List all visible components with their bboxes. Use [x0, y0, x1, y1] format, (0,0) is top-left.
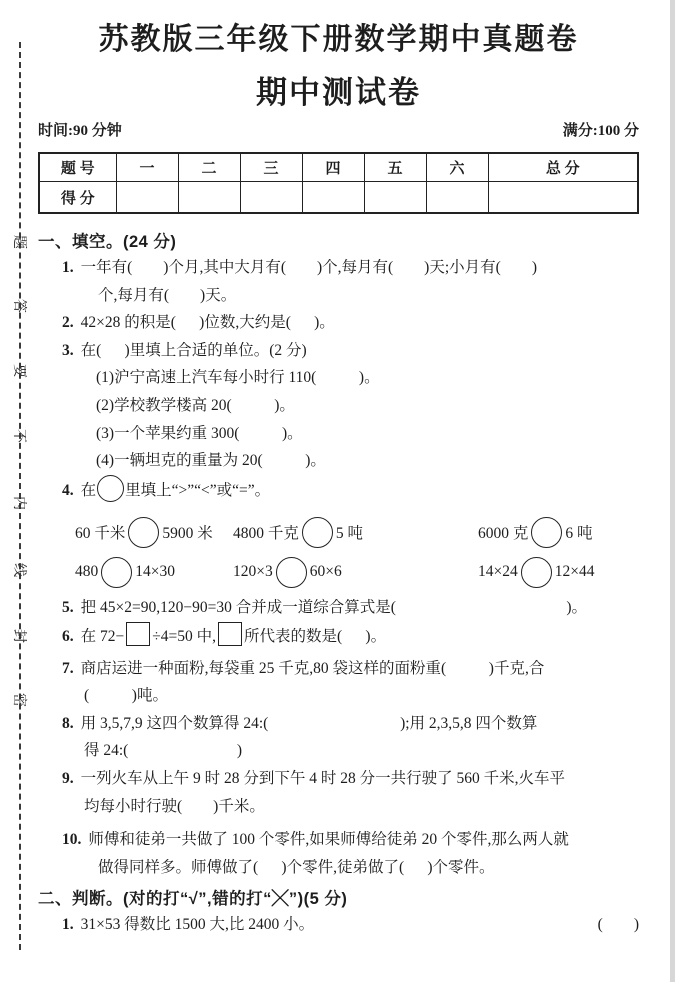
compare-row-2	[38, 552, 639, 592]
compare-circle-icon	[531, 517, 562, 548]
time-limit-label: 时间:90 分钟	[38, 123, 122, 139]
score-row-label: 得 分	[39, 182, 116, 214]
question-number: 10.	[62, 831, 82, 849]
compare-left: 60 千米	[75, 525, 126, 543]
seal-char: 线	[11, 563, 26, 577]
score-cell-empty	[178, 182, 240, 214]
question-6	[38, 622, 639, 651]
compare-right: 14×30	[135, 563, 175, 581]
question-text: 在( )里填上合适的单位。(2 分)	[80, 341, 307, 359]
question-text: 一年有( )个月,其中大月有( )个,每月有( )天;小月有( )	[80, 259, 537, 276]
answer-blank: ( )	[597, 916, 639, 934]
question-9-line-2	[38, 793, 639, 821]
judge-question-1	[38, 911, 639, 939]
question-text: ( )吨。	[84, 687, 168, 705]
question-3-sub-1	[38, 364, 639, 392]
score-table-header-row	[39, 153, 638, 182]
score-table-score-row	[39, 182, 638, 214]
question-7-line-1	[38, 655, 639, 683]
question-5	[38, 594, 639, 622]
score-cell-empty	[116, 182, 178, 214]
question-number: 2.	[62, 314, 74, 332]
seal-char: 封	[11, 629, 26, 643]
question-text: 31×53 得数比 1500 大,比 2400 小。	[80, 916, 315, 934]
question-text: 商店运进一种面粉,每袋重 25 千克,80 袋这样的面粉重( )千克,合	[80, 659, 545, 677]
question-text: 里填上“>”“<”或“=”。	[125, 481, 271, 499]
score-table-header-cell: 四	[302, 153, 364, 182]
question-text: 得 24:( )	[84, 742, 243, 760]
score-cell-empty	[426, 182, 488, 214]
question-text: 42×28 的积是( )位数,大约是( )。	[80, 314, 335, 332]
compare-left: 4800 千克	[233, 525, 299, 543]
question-3-sub-4	[38, 447, 639, 475]
score-table-header-cell: 题 号	[39, 153, 116, 182]
compare-left: 6000 克	[478, 525, 529, 543]
question-number: 5.	[62, 599, 74, 617]
compare-item	[75, 517, 233, 548]
question-1-line-2	[38, 282, 639, 310]
compare-right: 6 吨	[565, 525, 593, 543]
compare-right: 60×6	[309, 563, 342, 581]
compare-circle-icon	[302, 517, 333, 548]
compare-circle-icon	[521, 557, 552, 588]
question-number: 1.	[62, 259, 74, 276]
exam-subtitle: 期中测试卷	[256, 75, 421, 110]
compare-right: 5 吨	[335, 525, 364, 543]
question-number: 6.	[62, 627, 74, 645]
question-text: 一列火车从上午 9 时 28 分到下午 4 时 28 分一共行驶了 560 千米,火车平	[80, 769, 566, 787]
compare-circle-icon	[97, 475, 124, 502]
compare-row-1	[38, 512, 639, 552]
compare-item	[233, 557, 478, 588]
question-text: 把 45×2=90,120−90=30 合并成一道综合算式是( )。	[80, 599, 588, 617]
question-2	[38, 309, 639, 337]
question-text: (3)一个苹果约重 300( )。	[96, 424, 303, 442]
section-1-heading: 一、填空。(24 分)	[38, 233, 177, 251]
question-number: 7.	[62, 659, 74, 677]
compare-left: 120×3	[233, 563, 273, 581]
compare-item	[478, 517, 639, 548]
question-10-line-1	[38, 826, 639, 854]
question-3-sub-2	[38, 392, 639, 420]
score-cell-empty	[240, 182, 302, 214]
compare-circle-icon	[276, 557, 307, 588]
question-text: 在 72−	[80, 627, 125, 645]
blank-box-icon	[218, 622, 242, 646]
compare-circle-icon	[128, 517, 159, 548]
question-8-line-1	[38, 710, 639, 738]
question-text: (2)学校教学楼高 20( )。	[96, 396, 295, 414]
compare-left: 480	[75, 563, 99, 581]
question-text: 均每小时行驶( )千米。	[84, 797, 265, 815]
compare-right: 5900 米	[162, 525, 213, 543]
question-text: 个,每月有( )天。	[98, 286, 237, 304]
score-cell-empty	[364, 182, 426, 214]
question-text: 做得同样多。师傅做了( )个零件,徒弟做了( )个零件。	[98, 858, 495, 876]
question-3	[38, 337, 639, 365]
compare-item	[75, 557, 233, 588]
score-table	[38, 152, 639, 214]
seal-char: 要	[11, 364, 26, 378]
score-table-header-cell: 总 分	[488, 153, 638, 182]
question-text: 在	[80, 481, 97, 499]
score-cell-empty	[488, 182, 638, 214]
score-table-header-cell: 三	[240, 153, 302, 182]
exam-title: 苏教版三年级下册数学期中真题卷	[98, 23, 579, 56]
question-3-sub-3	[38, 420, 639, 448]
question-9-line-1	[38, 765, 639, 793]
question-4	[38, 475, 639, 505]
seal-char: 内	[11, 496, 26, 510]
question-number: 4.	[62, 481, 74, 499]
compare-item	[233, 517, 478, 548]
exam-content	[38, 0, 639, 939]
question-8-line-2	[38, 737, 639, 765]
score-cell-empty	[302, 182, 364, 214]
exam-meta-row	[38, 121, 639, 141]
compare-left: 14×24	[478, 563, 518, 581]
seal-char: 答	[11, 299, 26, 313]
question-number: 1.	[62, 916, 74, 934]
scan-page-edge	[670, 0, 675, 982]
question-text: ÷4=50 中,	[152, 627, 216, 645]
question-1-line-1	[38, 254, 639, 282]
compare-item	[478, 557, 639, 588]
question-number: 9.	[62, 769, 74, 787]
compare-right: 12×44	[554, 563, 595, 581]
score-table-header-cell: 五	[364, 153, 426, 182]
question-number: 3.	[62, 341, 74, 359]
question-text: (4)一辆坦克的重量为 20( )。	[96, 452, 326, 470]
question-7-line-2	[38, 682, 639, 710]
seal-char: 密	[11, 693, 26, 707]
seal-char: 题	[11, 235, 26, 249]
question-text: 师傅和徒弟一共做了 100 个零件,如果师傅给徒弟 20 个零件,那么两人就	[88, 831, 569, 849]
blank-box-icon	[126, 622, 150, 646]
question-text: 所代表的数是( )。	[244, 627, 387, 645]
question-text: (1)沪宁高速上汽车每小时行 110( )。	[96, 369, 380, 387]
score-table-header-cell: 六	[426, 153, 488, 182]
question-10-line-2	[38, 854, 639, 882]
full-score-label: 满分:100 分	[562, 123, 639, 139]
compare-circle-icon	[101, 557, 132, 588]
section-2-heading: 二、判断。(对的打“√”,错的打“╳”)(5 分)	[38, 890, 348, 909]
question-number: 8.	[62, 714, 74, 732]
score-table-header-cell: 二	[178, 153, 240, 182]
question-text: 用 3,5,7,9 这四个数算得 24:( );用 2,3,5,8 四个数算	[80, 714, 538, 732]
seal-char: 不	[11, 429, 26, 443]
score-table-header-cell: 一	[116, 153, 178, 182]
